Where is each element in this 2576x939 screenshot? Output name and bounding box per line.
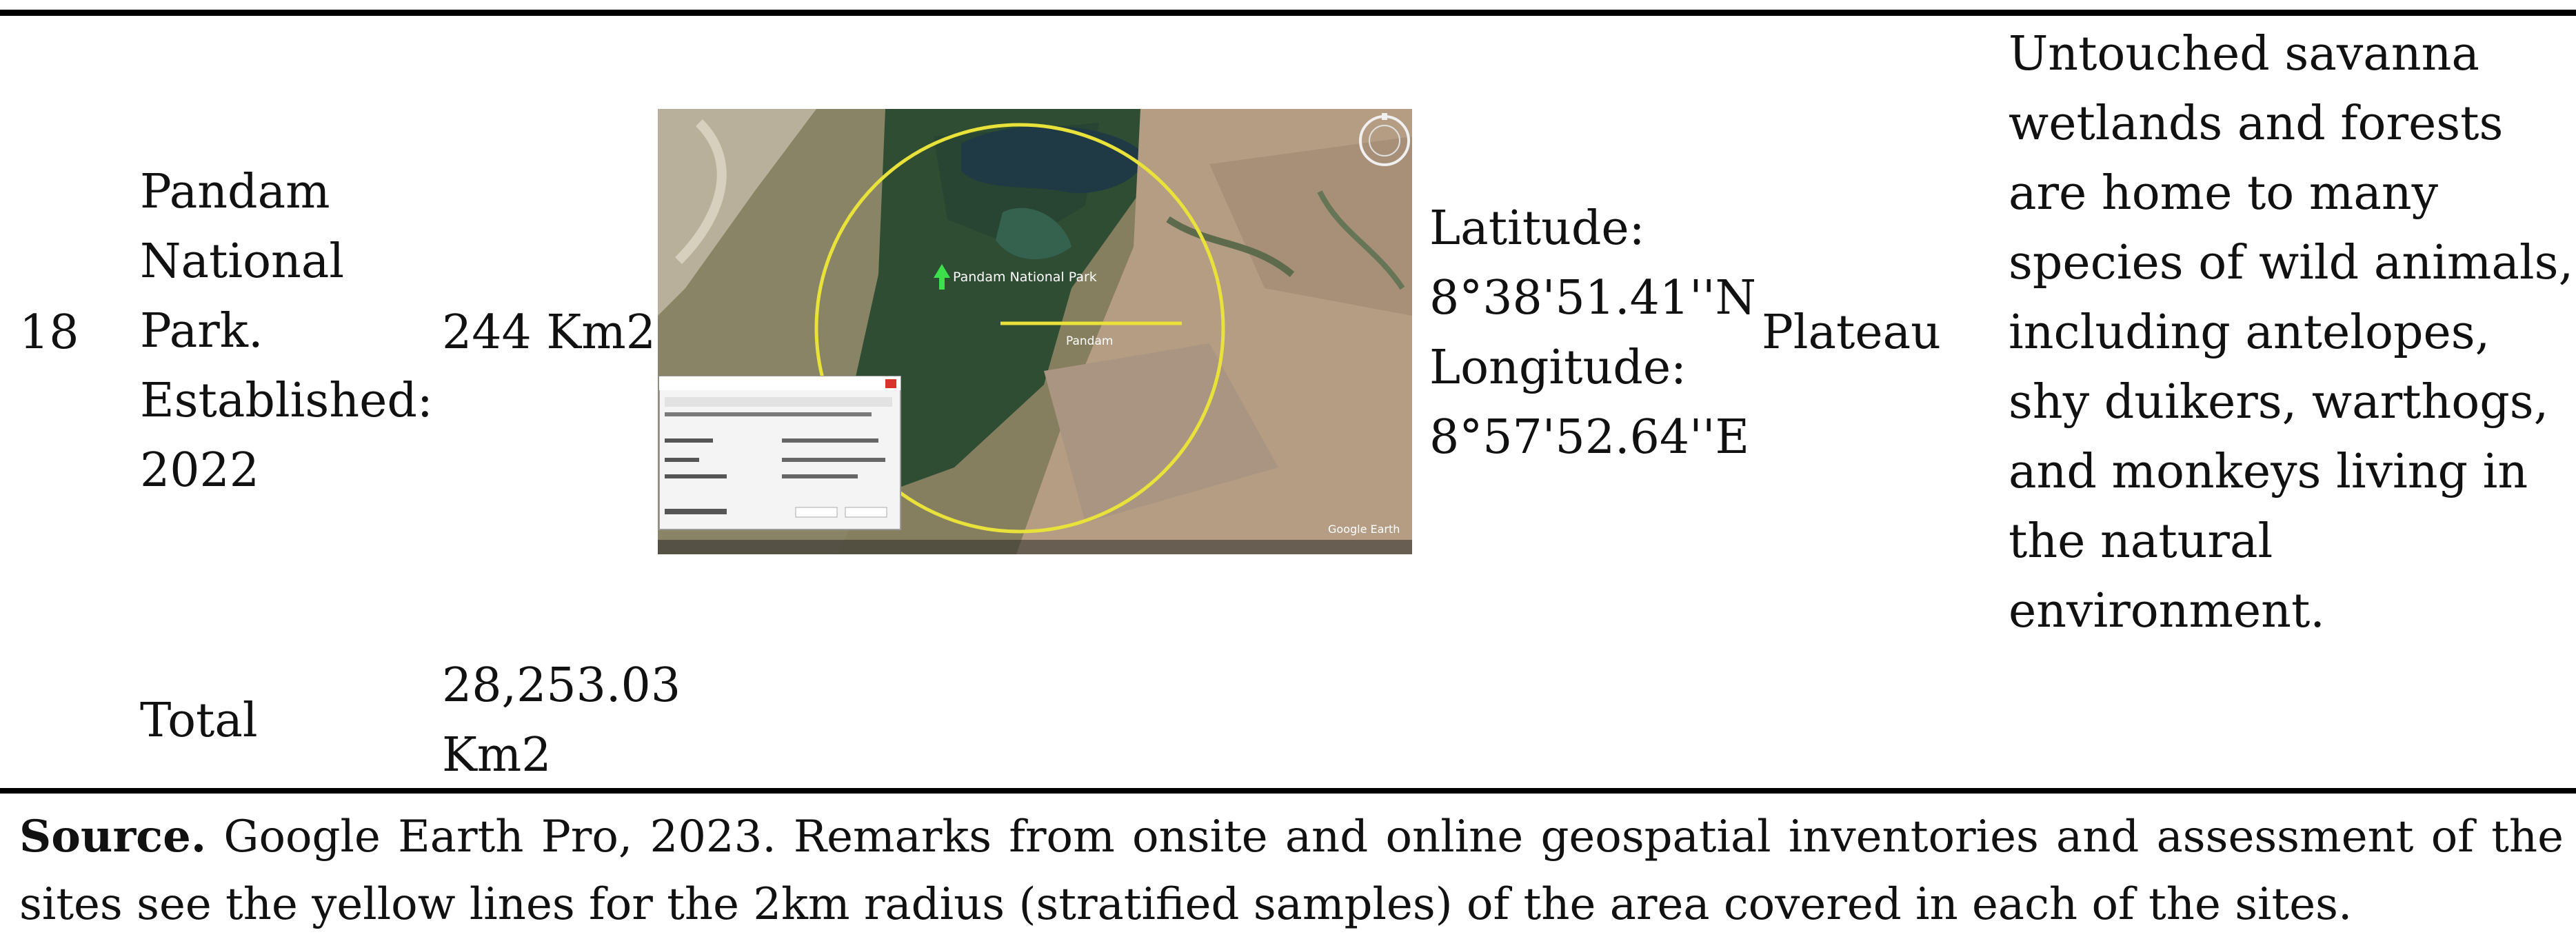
site-name: Pandam National Park. Established: 2022 xyxy=(140,165,433,498)
site-coordinates: Latitude: 8°38'51.41''N Longitude: 8°57'52.64''E xyxy=(1429,201,1757,465)
total-label: Total xyxy=(140,694,258,748)
source-label: Source. xyxy=(19,811,207,862)
map-watermark: Google Earth xyxy=(1328,523,1400,536)
site-state: Plateau xyxy=(1762,305,1941,360)
site-area: 244 Km2 xyxy=(442,305,656,360)
map-place-label: Pandam National Park xyxy=(953,270,1097,285)
table-bottom-rule xyxy=(0,788,2576,794)
site-remarks: Untouched savanna wetlands and forests are home to many species of wild animals, including antelopes, shy duikers, warthogs, and monkeys living in the natural environment. xyxy=(2009,27,2574,638)
row-number: 18 xyxy=(19,305,79,360)
table-top-rule xyxy=(0,10,2576,16)
source-note xyxy=(19,803,2564,938)
satellite-map-image xyxy=(658,109,1412,554)
source-text: Google Earth Pro, 2023. Remarks from onsite and online geospatial inventories and assessment of the sites see the yellow lines for the 2km radius (stratified samples) of the area covered in each of the sites. xyxy=(19,811,2564,930)
total-area: 28,253.03 Km2 xyxy=(442,658,681,782)
map-town-label: Pandam xyxy=(1066,334,1114,348)
